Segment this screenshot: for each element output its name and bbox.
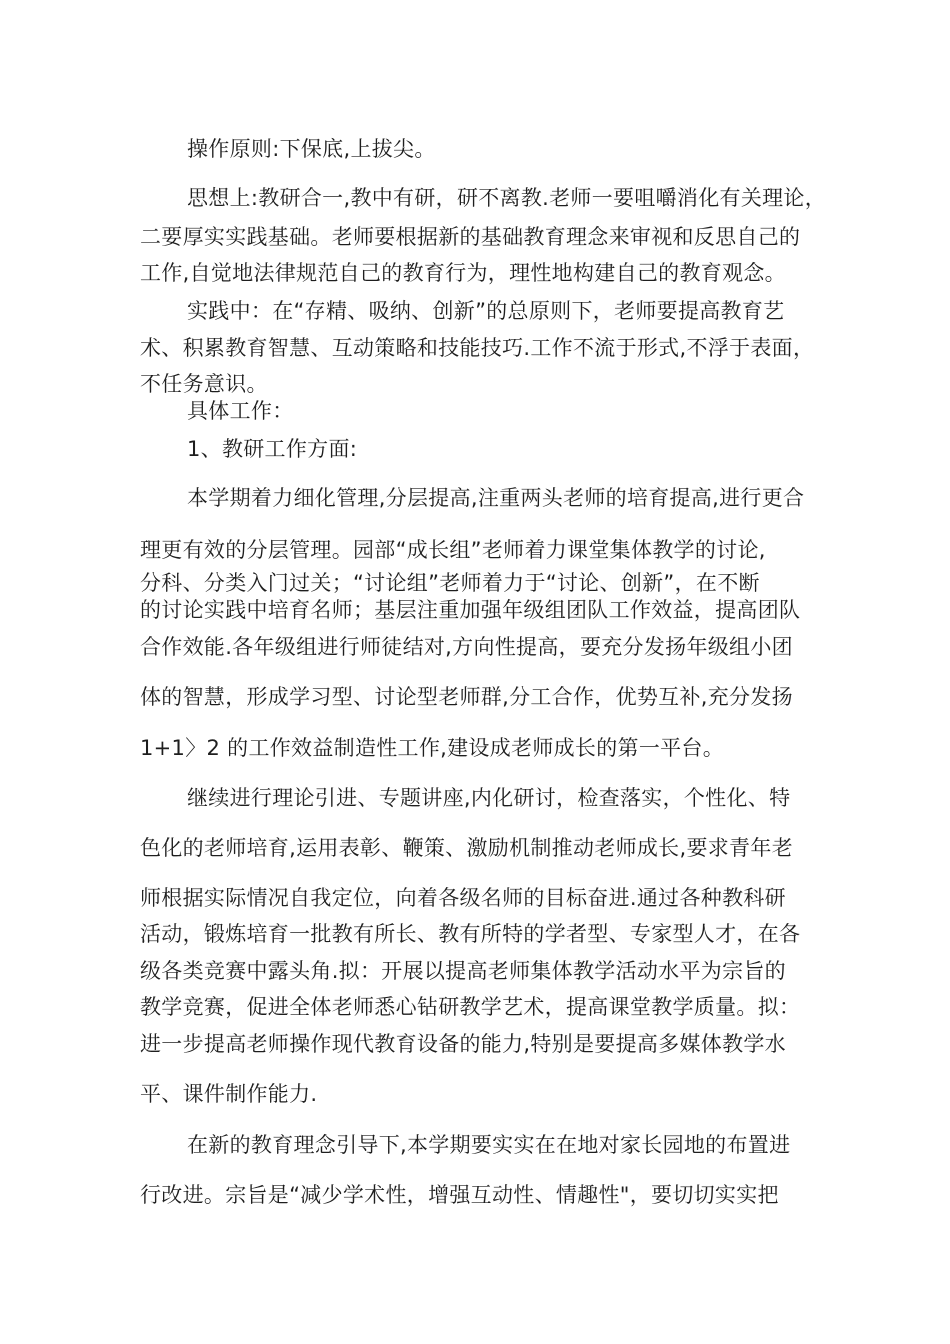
text-line: 师根据实际情况自我定位，向着各级名师的目标奋进.通过各种教科研 [140,886,786,910]
text-line: 不任务意识。 [140,372,268,396]
text-line: 具体工作： [187,399,294,423]
text-line: 二要厚实实践基础。老师要根据新的基础教育理念来审视和反思自己的 [140,225,801,249]
text-line: 操作原则:下保底,上拔尖。 [187,137,436,161]
section-heading: 1、教研工作方面: [187,437,358,461]
text-line: 理更有效的分层管理。园部“成长组”老师着力课堂集体教学的讨论, [140,538,766,562]
text-line: 进一步提高老师操作现代教育设备的能力,特别是要提高多媒体教学水 [140,1032,786,1056]
text-line: 继续进行理论引进、专题讲座,内化研讨，检查落实，个性化、特 [187,786,791,810]
text-line: 本学期着力细化管理,分层提高,注重两头老师的培育提高,进行更合 [187,486,805,510]
text-line: 工作,自觉地法律规范自己的教育行为，理性地构建自己的教育观念。 [140,261,786,285]
text-line: 行改进。宗旨是“减少学术性，增强互动性、情趣性"，要切切实实把 [140,1183,779,1207]
text-line: 术、积累教育智慧、互动策略和技能技巧.工作不流于形式,不浮于表面， [140,336,815,360]
text-line: 的讨论实践中培育名师；基层注重加强年级组团队工作效益，提高团队 [140,598,801,622]
text-line: 教学竞赛，促进全体老师悉心钻研教学艺术，提高课堂教学质量。拟： [140,995,801,1019]
text-line: 合作效能.各年级组进行师徒结对,方向性提高，要充分发扬年级组小团 [140,635,793,659]
text-line: 活动，锻炼培育一批教有所长、教有所特的学者型、专家型人才，在各 [140,922,801,946]
text-line: 平、课件制作能力. [140,1082,318,1106]
text-line: 色化的老师培育,运用表彰、鞭策、激励机制推动老师成长,要求青年老 [140,836,793,860]
text-line: 实践中：在“存精、吸纳、创新”的总原则下，老师要提高教育艺 [187,299,785,323]
text-line: 1+1〉2 的工作效益制造性工作,建设成老师成长的第一平台。 [140,736,725,760]
text-line: 体的智慧，形成学习型、讨论型老师群,分工合作，优势互补,充分发扬 [140,685,793,709]
text-line: 在新的教育理念引导下,本学期要实实在在地对家长园地的布置进 [187,1133,791,1157]
text-line: 思想上:教研合一,教中有研，研不离教.老师一要咀嚼消化有关理论， [187,186,827,210]
text-line: 级各类竞赛中露头角.拟：开展以提高老师集体教学活动水平为宗旨的 [140,959,786,983]
text-line: 分科、分类入门过关；“讨论组”老师着力于“讨论、创新”，在不断 [140,571,760,595]
